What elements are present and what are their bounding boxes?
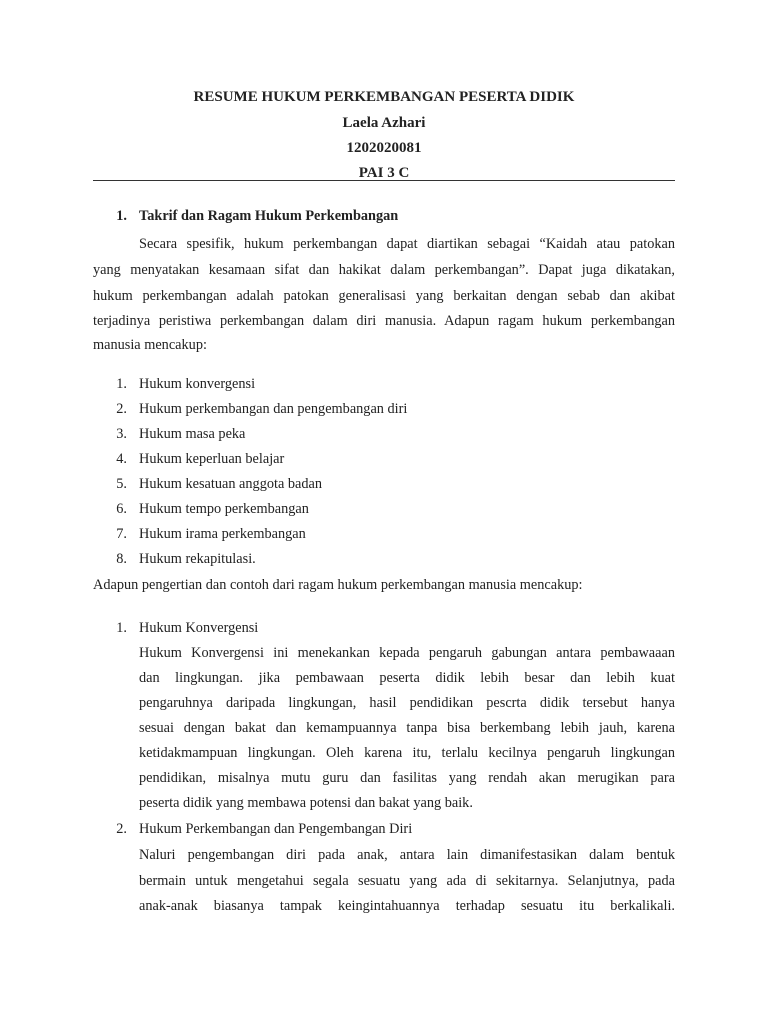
detail-line: pendidikan, misalnya mutu guru dan fasilitas yang rendah akan merugikan para xyxy=(139,770,675,786)
paragraph-line: Secara spesifik, hukum perkembangan dapat diartikan sebagai “Kaidah atau patokan xyxy=(139,236,675,252)
detail-number: 1. xyxy=(116,620,127,636)
student-id: 1202020081 xyxy=(346,140,422,156)
list-item: Hukum irama perkembangan xyxy=(139,526,306,542)
author-name: Laela Azhari xyxy=(342,115,426,131)
class-label: PAI 3 C xyxy=(358,165,410,181)
section-number: 1. xyxy=(116,208,127,224)
list-item: Hukum keperluan belajar xyxy=(139,451,285,467)
header-divider xyxy=(93,180,675,181)
list-item: Hukum kesatuan anggota badan xyxy=(139,476,323,492)
list-number: 6. xyxy=(116,501,127,517)
detail-title: Hukum Konvergensi xyxy=(139,620,259,636)
paragraph-line: terjadinya peristiwa perkembangan dalam diri manusia. Adapun ragam hukum perkembangan xyxy=(93,313,675,329)
list-item: Hukum konvergensi xyxy=(139,376,256,392)
section-heading: Takrif dan Ragam Hukum Perkembangan xyxy=(139,208,399,224)
list-number: 2. xyxy=(116,401,127,417)
detail-line: bermain untuk mengetahui segala sesuatu yang ada di sekitarnya. Selanjutnya, pada xyxy=(139,873,675,889)
detail-line: peserta didik yang membawa potensi dan bakat yang baik. xyxy=(139,795,473,811)
detail-line: sesuai dengan bakat dan kemampuannya tanpa bisa berkembang lebih jauh, karena xyxy=(139,720,675,736)
detail-number: 2. xyxy=(116,821,127,837)
detail-line: pengaruhnya daripada lingkungan, hasil pendidikan pescrta didik tersebut hanya xyxy=(139,695,675,711)
paragraph-line: Adapun pengertian dan contoh dari ragam hukum perkembangan manusia mencakup: xyxy=(93,577,583,593)
list-item: Hukum perkembangan dan pengembangan diri xyxy=(139,401,408,417)
detail-title: Hukum Perkembangan dan Pengembangan Diri xyxy=(139,821,413,837)
detail-line: Naluri pengembangan diri pada anak, antara lain dimanifestasikan dalam bentuk xyxy=(139,847,675,863)
document-title: RESUME HUKUM PERKEMBANGAN PESERTA DIDIK xyxy=(193,89,575,105)
list-number: 7. xyxy=(116,526,127,542)
list-item: Hukum rekapitulasi. xyxy=(139,551,256,567)
detail-line: dan lingkungan. jika pembawaan peserta didik lebih besar dan lebih kuat xyxy=(139,670,675,686)
detail-line: Hukum Konvergensi ini menekankan kepada pengaruh gabungan antara pembawaaan xyxy=(139,645,675,661)
paragraph-line: yang menyatakan kesamaan sifat dan hakikat dalam perkembangan”. Dapat juga dikatakan, xyxy=(93,262,675,278)
paragraph-line: manusia mencakup: xyxy=(93,337,207,353)
detail-line: ketidakmampuan lingkungan. Oleh karena itu, terlalu kecilnya pengaruh lingkungan xyxy=(139,745,675,761)
list-number: 5. xyxy=(116,476,127,492)
detail-line: anak-anak biasanya tampak keingintahuannya terhadap sesuatu itu berkalikali. xyxy=(139,898,675,914)
list-number: 8. xyxy=(116,551,127,567)
list-number: 4. xyxy=(116,451,127,467)
list-number: 3. xyxy=(116,426,127,442)
list-number: 1. xyxy=(116,376,127,392)
paragraph-line: hukum perkembangan adalah patokan generalisasi yang berkaitan dengan sebab dan akibat xyxy=(93,288,675,304)
list-item: Hukum masa peka xyxy=(139,426,246,442)
list-item: Hukum tempo perkembangan xyxy=(139,501,309,517)
